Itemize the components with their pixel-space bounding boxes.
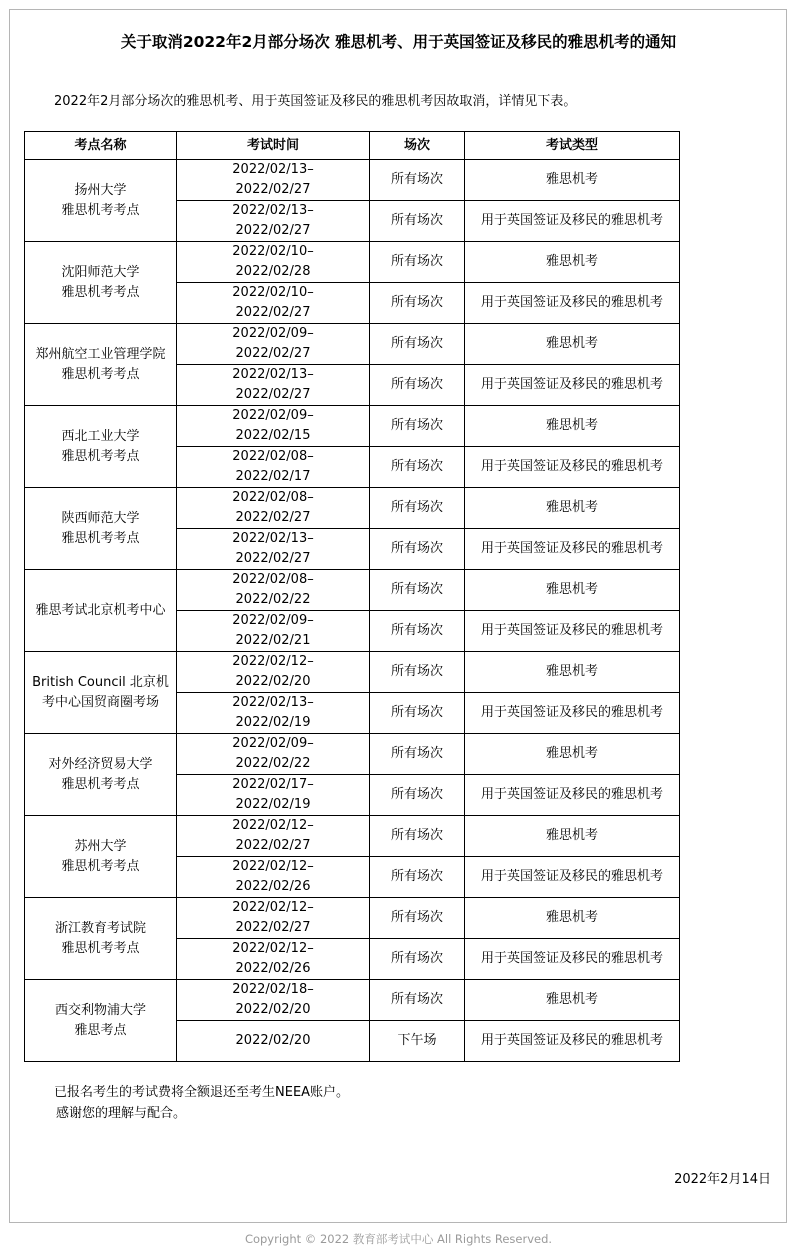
session-cell: 所有场次 [370,242,465,283]
venue-name-cell [25,160,177,242]
exam-type-cell: 雅思机考 [465,652,680,693]
venue-name-cell [25,242,177,324]
session-cell: 所有场次 [370,283,465,324]
exam-type-cell: 用于英国签证及移民的雅思机考 [465,939,680,980]
header-date: 考试时间 [177,132,370,160]
venue-name: 西交利物浦大学 雅思考点 [54,1002,146,1038]
venue-name-cell [25,898,177,980]
table-row [25,898,680,939]
exam-type-cell: 雅思机考 [465,980,680,1021]
exam-date-cell: 2022/02/13–2022/02/19 [177,693,370,734]
session-cell: 所有场次 [370,611,465,652]
exam-type-cell: 雅思机考 [465,242,680,283]
exam-date-cell: 2022/02/10–2022/02/27 [177,283,370,324]
exam-date-cell: 2022/02/09–2022/02/27 [177,324,370,365]
exam-date-cell: 2022/02/12–2022/02/26 [177,939,370,980]
venue-name: 雅思考试北京机考中心 [35,602,166,618]
venue-name-cell [25,652,177,734]
notice-title: 关于取消2022年2月部分场次 雅思机考、用于英国签证及移民的雅思机考的通知 [120,33,677,51]
venue-name-cell [25,324,177,406]
exam-date-cell: 2022/02/12–2022/02/27 [177,816,370,857]
session-cell: 所有场次 [370,447,465,488]
table-body [25,160,680,1062]
session-cell: 所有场次 [370,898,465,939]
venue-name: 陕西师范大学 雅思机考考点 [61,510,140,546]
session-cell: 所有场次 [370,529,465,570]
session-cell: 所有场次 [370,201,465,242]
venue-name: 扬州大学 雅思机考考点 [61,182,140,218]
exam-type-cell: 雅思机考 [465,160,680,201]
exam-date-cell: 2022/02/20 [177,1021,370,1062]
session-cell: 所有场次 [370,734,465,775]
exam-date-cell: 2022/02/08–2022/02/22 [177,570,370,611]
exam-type-cell: 用于英国签证及移民的雅思机考 [465,447,680,488]
venue-name: 西北工业大学 雅思机考考点 [61,428,140,464]
exam-date-cell: 2022/02/13–2022/02/27 [177,201,370,242]
exam-date-cell: 2022/02/12–2022/02/26 [177,857,370,898]
session-cell: 所有场次 [370,775,465,816]
venue-name: 对外经济贸易大学 雅思机考考点 [48,756,153,792]
venue-name: 郑州航空工业管理学院雅思机考考点 [35,346,166,382]
exam-type-cell: 用于英国签证及移民的雅思机考 [465,857,680,898]
exam-type-cell: 用于英国签证及移民的雅思机考 [465,775,680,816]
header-venue: 考点名称 [25,132,177,160]
cancellation-table [24,131,680,1062]
venue-name-cell [25,488,177,570]
exam-date-cell: 2022/02/18–2022/02/20 [177,980,370,1021]
venue-name: 浙江教育考试院 雅思机考考点 [54,920,146,956]
venue-name-cell [25,816,177,898]
table-row [25,980,680,1021]
table-row [25,816,680,857]
venue-name: British Council 北京机考中心国贸商圈考场 [32,674,169,710]
exam-type-cell: 用于英国签证及移民的雅思机考 [465,201,680,242]
venue-name-cell [25,570,177,652]
refund-note: 已报名考生的考试费将全额退还至考生NEEA账户。 [54,1085,350,1100]
session-cell: 所有场次 [370,488,465,529]
notice-date: 2022年2月14日 [674,1172,771,1187]
table-row [25,160,680,201]
exam-date-cell: 2022/02/08–2022/02/27 [177,488,370,529]
session-cell: 所有场次 [370,406,465,447]
header-session: 场次 [370,132,465,160]
exam-date-cell: 2022/02/13–2022/02/27 [177,529,370,570]
exam-date-cell: 2022/02/08–2022/02/17 [177,447,370,488]
venue-name-cell [25,734,177,816]
exam-date-cell: 2022/02/17–2022/02/19 [177,775,370,816]
session-cell: 所有场次 [370,365,465,406]
session-cell: 所有场次 [370,939,465,980]
exam-date-cell: 2022/02/09–2022/02/15 [177,406,370,447]
session-cell: 所有场次 [370,570,465,611]
session-cell: 所有场次 [370,160,465,201]
exam-type-cell: 用于英国签证及移民的雅思机考 [465,365,680,406]
exam-type-cell: 用于英国签证及移民的雅思机考 [465,1021,680,1062]
venue-name: 沈阳师范大学 雅思机考考点 [61,264,140,300]
exam-date-cell: 2022/02/09–2022/02/22 [177,734,370,775]
exam-date-cell: 2022/02/09–2022/02/21 [177,611,370,652]
exam-type-cell: 雅思机考 [465,898,680,939]
session-cell: 下午场 [370,1021,465,1062]
notice-intro: 2022年2月部分场次的雅思机考、用于英国签证及移民的雅思机考因故取消，详情见下表。 [54,94,577,109]
exam-type-cell: 雅思机考 [465,816,680,857]
exam-type-cell: 用于英国签证及移民的雅思机考 [465,693,680,734]
thanks-note: 感谢您的理解与配合。 [56,1106,187,1121]
venue-name: 苏州大学 雅思机考考点 [61,838,140,874]
session-cell: 所有场次 [370,652,465,693]
exam-type-cell: 雅思机考 [465,570,680,611]
exam-type-cell: 雅思机考 [465,488,680,529]
session-cell: 所有场次 [370,816,465,857]
exam-type-cell: 用于英国签证及移民的雅思机考 [465,283,680,324]
session-cell: 所有场次 [370,324,465,365]
session-cell: 所有场次 [370,857,465,898]
session-cell: 所有场次 [370,693,465,734]
table-row [25,734,680,775]
venue-name-cell [25,980,177,1062]
exam-date-cell: 2022/02/12–2022/02/27 [177,898,370,939]
closing-text [54,1082,349,1124]
table-header-row [25,132,680,160]
exam-type-cell: 雅思机考 [465,324,680,365]
header-type: 考试类型 [465,132,680,160]
copyright-footer: Copyright © 2022 教育部考试中心 All Rights Reserved. [244,1232,553,1246]
table-row [25,324,680,365]
table-row [25,406,680,447]
exam-type-cell: 用于英国签证及移民的雅思机考 [465,611,680,652]
exam-date-cell: 2022/02/13–2022/02/27 [177,160,370,201]
exam-type-cell: 雅思机考 [465,406,680,447]
table-row [25,570,680,611]
table-row [25,242,680,283]
venue-name-cell [25,406,177,488]
exam-date-cell: 2022/02/10–2022/02/28 [177,242,370,283]
exam-type-cell: 雅思机考 [465,734,680,775]
table-row [25,652,680,693]
session-cell: 所有场次 [370,980,465,1021]
exam-type-cell: 用于英国签证及移民的雅思机考 [465,529,680,570]
exam-date-cell: 2022/02/13–2022/02/27 [177,365,370,406]
exam-date-cell: 2022/02/12–2022/02/20 [177,652,370,693]
table-row [25,488,680,529]
